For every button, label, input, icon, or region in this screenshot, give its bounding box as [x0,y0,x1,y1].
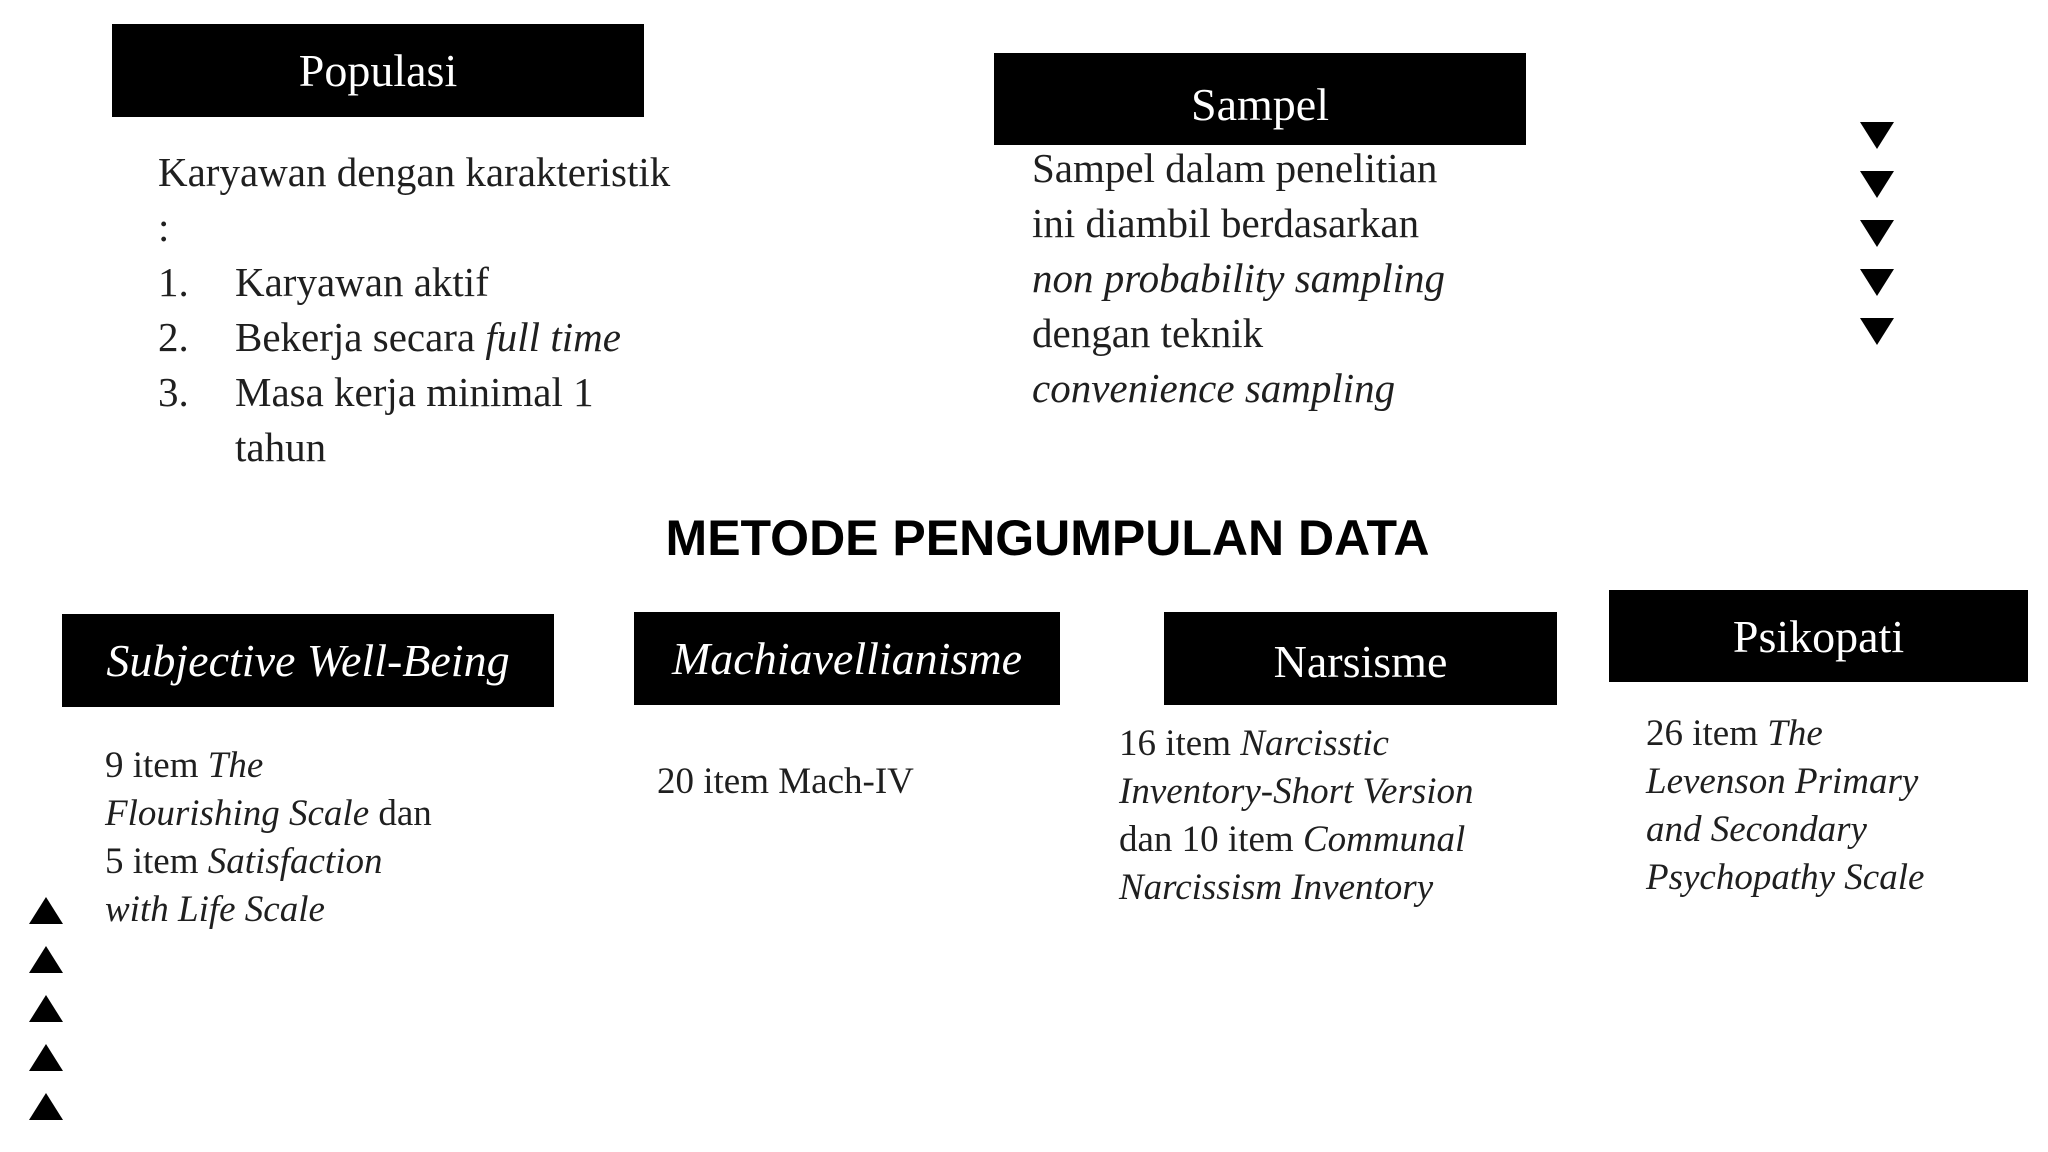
sampel-line: dengan teknik [1032,310,1264,356]
triangle-down-icon [1860,171,1894,198]
populasi-title-box [112,24,644,117]
sampel-line: ini diambil berdasarkan [1032,200,1420,246]
list-text: Masa kerja minimal 1 [235,369,594,415]
list-text-continued: tahun [235,424,327,470]
list-number: 2. [158,314,189,360]
psiko-text-italic: and Secondary [1646,809,1867,850]
sampel-title: Sampel [1191,78,1329,130]
triangle-up-icon [29,1093,63,1120]
list-text: Karyawan aktif [235,259,489,305]
list-number: 3. [158,369,189,415]
nars-text-italic: Inventory-Short Version [1119,771,1474,812]
psiko-title: Psikopati [1732,610,1905,662]
list-item [158,255,758,310]
populasi-intro: Karyawan dengan karakteristik [158,149,671,195]
mach-title-box [634,612,1060,705]
up-arrow-column [29,897,63,1142]
nars-text: 16 item [1119,723,1232,764]
swb-text-italic: Satisfaction [207,841,383,882]
triangle-up-icon [29,897,63,924]
swb-text-italic: Flourishing Scale [105,793,370,834]
nars-text-italic: Narcissism Inventory [1119,867,1434,908]
list-item [158,365,758,475]
triangle-up-icon [29,995,63,1022]
nars-text-italic: Narcisstic [1240,723,1389,764]
nars-text: dan 10 item [1119,819,1294,860]
psiko-text-italic: Levenson Primary [1646,761,1919,802]
nars-title-box [1164,612,1557,705]
triangle-down-icon [1860,318,1894,345]
triangle-up-icon [29,1044,63,1071]
swb-text-italic: with Life Scale [105,889,325,930]
swb-text: dan [378,793,432,834]
sampel-description [1032,141,1632,416]
psiko-title-box [1609,590,2028,682]
nars-text-italic: Communal [1302,819,1466,860]
list-number: 1. [158,259,189,305]
swb-title-box [62,614,554,707]
nars-title: Narsisme [1273,636,1448,687]
sampel-line-italic: convenience sampling [1032,365,1396,411]
populasi-description [158,145,758,475]
mach-description [657,758,1037,806]
section-heading: METODE PENGUMPULAN DATA [665,510,1430,566]
swb-text-italic: The [207,745,264,786]
sampel-line: Sampel dalam penelitian [1032,145,1438,191]
psiko-text-italic: The [1767,713,1823,754]
populasi-colon: : [158,204,170,250]
sampel-line-italic: non probability sampling [1032,255,1446,301]
triangle-down-icon [1860,220,1894,247]
psiko-text: 26 item [1646,713,1759,754]
sampel-title-box [994,53,1526,145]
triangle-up-icon [29,946,63,973]
psiko-description [1646,710,2026,902]
list-item [158,310,758,365]
down-arrow-column [1860,122,1894,367]
populasi-title: Populasi [298,45,458,96]
triangle-down-icon [1860,122,1894,149]
nars-description [1119,720,1539,912]
list-text-italic: full time [485,314,621,360]
list-text: Bekerja secara [235,314,476,360]
mach-title: Machiavellianisme [671,633,1022,684]
psiko-text-italic: Psychopathy Scale [1646,857,1925,898]
triangle-down-icon [1860,269,1894,296]
swb-title: Subjective Well-Being [106,635,510,686]
swb-description [105,742,525,934]
swb-text: 9 item [105,745,199,786]
swb-text: 5 item [105,841,199,882]
mach-text: 20 item Mach-IV [657,761,914,802]
